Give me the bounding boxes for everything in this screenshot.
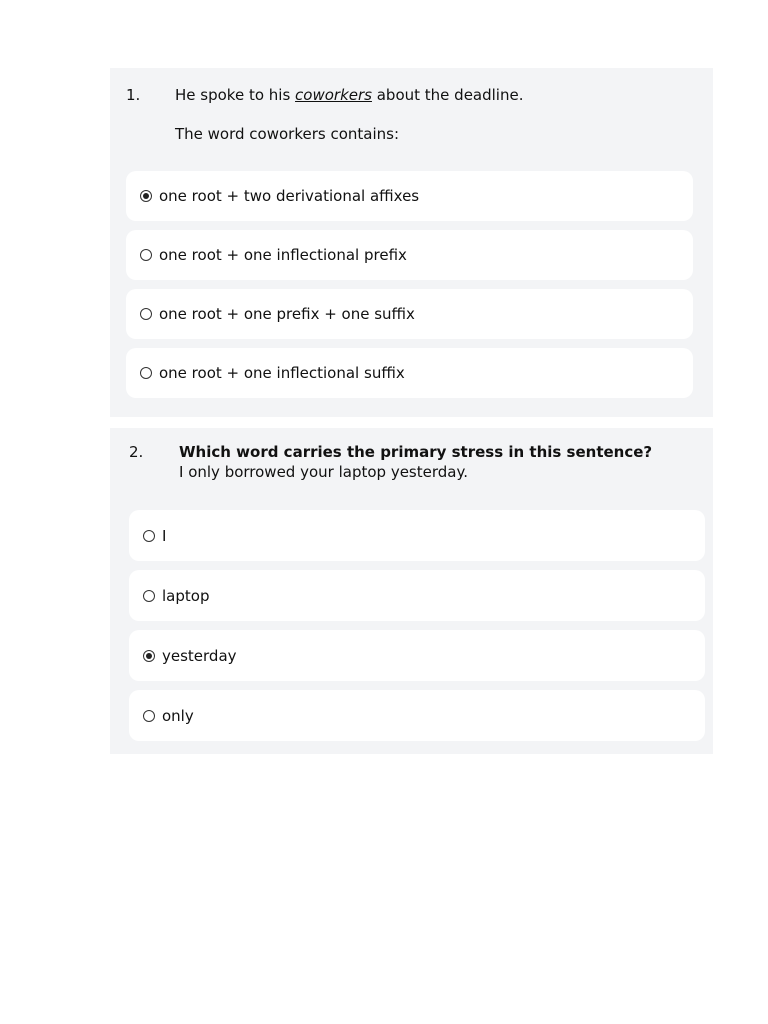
option-label: one root + one inflectional prefix: [159, 246, 407, 264]
question-card-2: [110, 428, 713, 754]
question-stem: [179, 442, 652, 482]
option-root-prefix-suffix[interactable]: [126, 289, 693, 339]
stem-after: about the deadline.: [371, 86, 524, 104]
question-number: 2.: [129, 443, 144, 461]
radio-selected-icon[interactable]: [140, 190, 152, 202]
option-label: one root + one inflectional suffix: [159, 364, 405, 382]
stem-sentence: [175, 85, 523, 105]
radio-unselected-icon[interactable]: [143, 590, 155, 602]
option-root-inflectional-suffix[interactable]: [126, 348, 693, 398]
option-label: yesterday: [162, 646, 237, 665]
option-root-inflectional-prefix[interactable]: [126, 230, 693, 280]
radio-unselected-icon[interactable]: [140, 367, 152, 379]
option-only[interactable]: [129, 690, 705, 741]
question-title: Which word carries the primary stress in this sentence?: [179, 443, 653, 461]
option-label: only: [162, 706, 194, 725]
question-prompt: The word coworkers contains:: [175, 125, 400, 143]
option-label: one root + two derivational affixes: [159, 187, 420, 205]
option-i[interactable]: [129, 510, 705, 561]
option-root-two-derivational-affixes[interactable]: [126, 171, 693, 221]
stem-before: He spoke to his: [175, 86, 296, 104]
option-yesterday[interactable]: [129, 630, 705, 681]
option-label: laptop: [162, 586, 210, 605]
question-sentence: I only borrowed your laptop yesterday.: [179, 463, 468, 481]
radio-unselected-icon[interactable]: [140, 249, 152, 261]
question-card-1: [110, 68, 713, 417]
question-number: 1.: [126, 86, 141, 104]
radio-unselected-icon[interactable]: [143, 530, 155, 542]
radio-unselected-icon[interactable]: [143, 710, 155, 722]
option-laptop[interactable]: [129, 570, 705, 621]
option-label: I: [162, 526, 167, 545]
question-stem: [175, 85, 523, 144]
radio-selected-icon[interactable]: [143, 650, 155, 662]
radio-unselected-icon[interactable]: [140, 308, 152, 320]
options-list: [129, 510, 705, 750]
stem-emphasis: coworkers: [295, 86, 372, 104]
option-label: one root + one prefix + one suffix: [159, 305, 415, 323]
options-list: [126, 171, 693, 407]
